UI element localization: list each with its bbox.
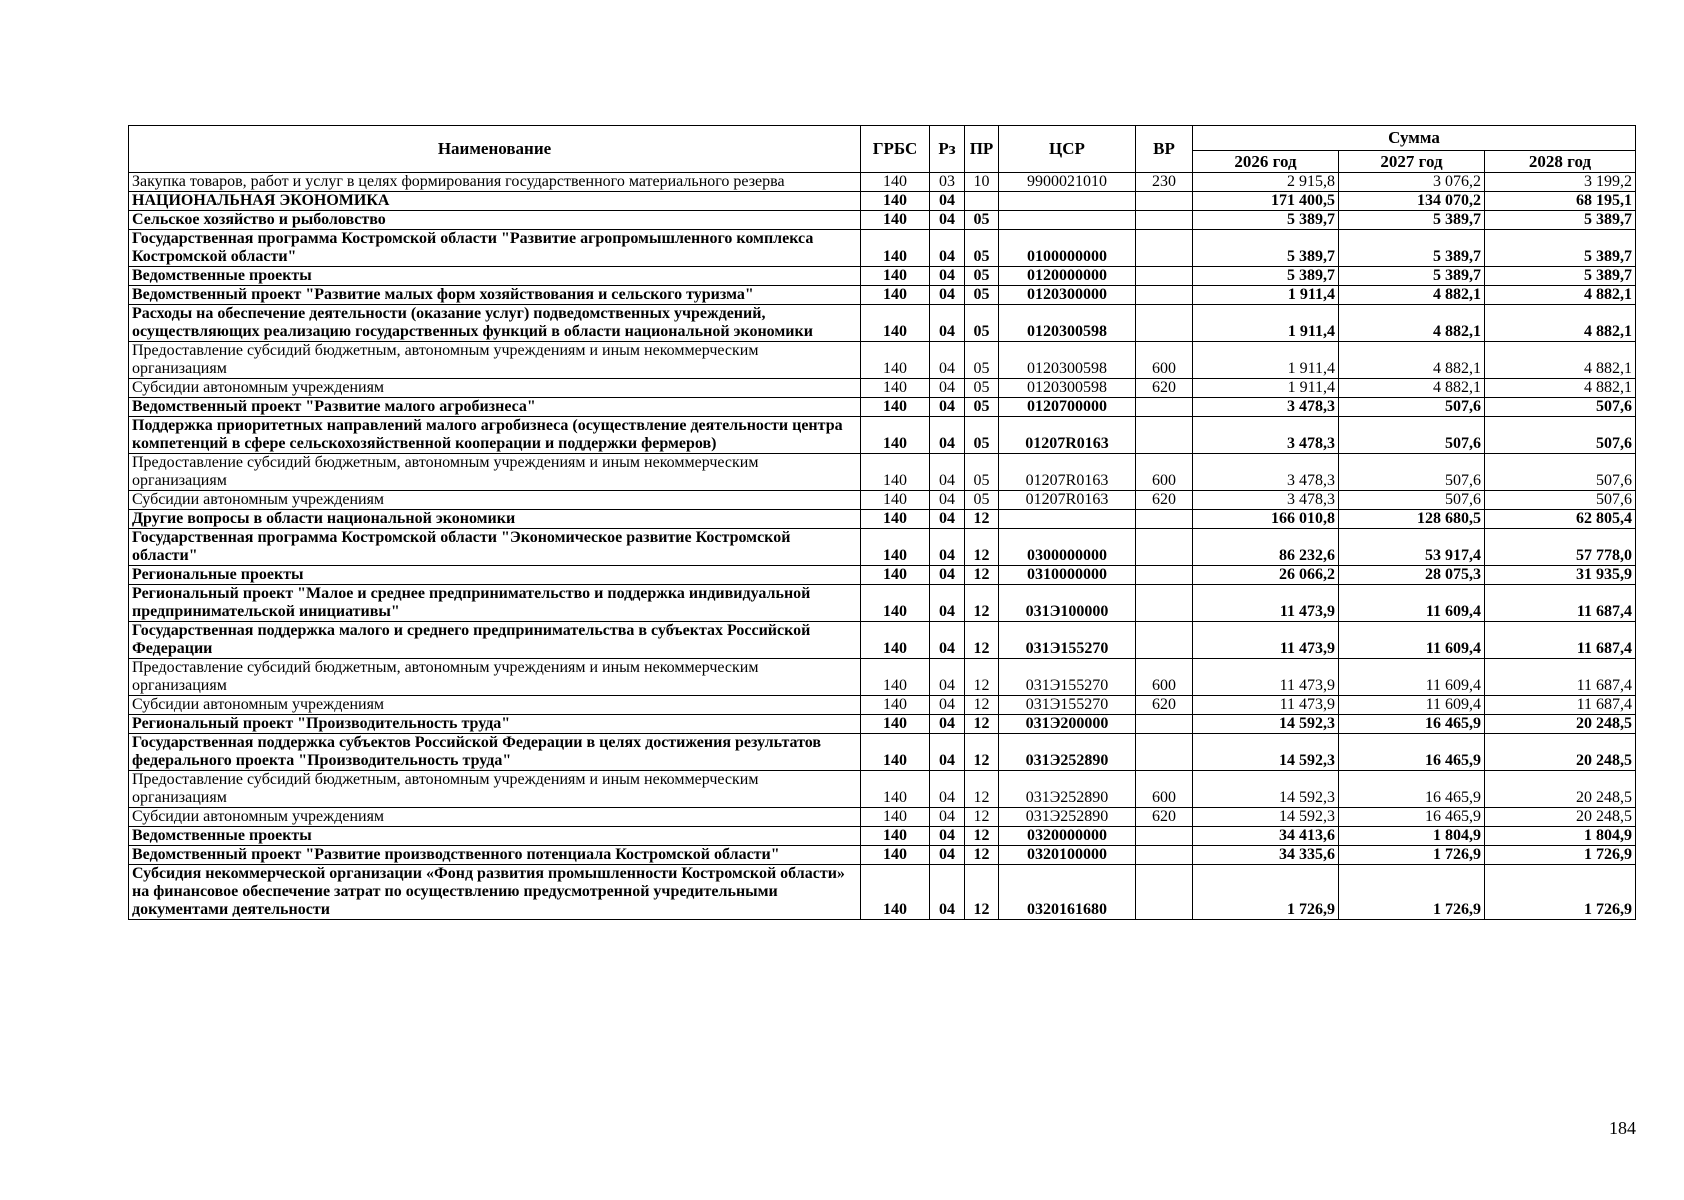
cell-2028: 507,6 <box>1485 398 1636 417</box>
table-row <box>129 305 1636 342</box>
cell-name: Государственная поддержка малого и среднего предпринимательства в субъектах Российской Федерации <box>129 622 861 659</box>
header-pr: ПР <box>965 126 999 173</box>
cell-grbs: 140 <box>861 715 930 734</box>
cell-pr: 05 <box>965 417 999 454</box>
cell-pr: 05 <box>965 211 999 230</box>
cell-rz: 04 <box>930 342 965 379</box>
table-row <box>129 398 1636 417</box>
cell-grbs: 140 <box>861 230 930 267</box>
cell-name: Другие вопросы в области национальной экономики <box>129 510 861 529</box>
header-vr: ВР <box>1136 126 1193 173</box>
budget-table <box>128 125 1636 920</box>
cell-vr <box>1136 211 1193 230</box>
cell-name: Субсидии автономным учреждениям <box>129 379 861 398</box>
cell-rz: 04 <box>930 846 965 865</box>
cell-vr: 600 <box>1136 454 1193 491</box>
cell-csr: 031Э200000 <box>999 715 1136 734</box>
cell-2027: 11 609,4 <box>1339 622 1485 659</box>
cell-2028: 3 199,2 <box>1485 173 1636 192</box>
cell-rz: 04 <box>930 808 965 827</box>
cell-2027: 5 389,7 <box>1339 211 1485 230</box>
table-row <box>129 379 1636 398</box>
cell-grbs: 140 <box>861 846 930 865</box>
cell-grbs: 140 <box>861 566 930 585</box>
cell-rz: 04 <box>930 715 965 734</box>
table-row <box>129 491 1636 510</box>
cell-2028: 4 882,1 <box>1485 305 1636 342</box>
cell-2026: 14 592,3 <box>1193 734 1339 771</box>
cell-csr: 0320000000 <box>999 827 1136 846</box>
cell-pr: 10 <box>965 173 999 192</box>
cell-csr: 031Э155270 <box>999 622 1136 659</box>
cell-csr: 031Э252890 <box>999 734 1136 771</box>
cell-2028: 1 726,9 <box>1485 865 1636 920</box>
cell-rz: 04 <box>930 771 965 808</box>
table-row <box>129 715 1636 734</box>
cell-2027: 507,6 <box>1339 491 1485 510</box>
cell-2028: 31 935,9 <box>1485 566 1636 585</box>
table-row <box>129 566 1636 585</box>
cell-rz: 04 <box>930 267 965 286</box>
cell-pr: 05 <box>965 342 999 379</box>
cell-2026: 5 389,7 <box>1193 211 1339 230</box>
cell-name: Региональный проект "Малое и среднее предпринимательство и поддержка индивидуальной предпринимательской инициативы" <box>129 585 861 622</box>
cell-2026: 3 478,3 <box>1193 491 1339 510</box>
cell-2027: 3 076,2 <box>1339 173 1485 192</box>
cell-vr: 600 <box>1136 771 1193 808</box>
cell-csr: 0100000000 <box>999 230 1136 267</box>
cell-vr <box>1136 305 1193 342</box>
cell-name: Региональные проекты <box>129 566 861 585</box>
cell-2026: 3 478,3 <box>1193 454 1339 491</box>
cell-grbs: 140 <box>861 585 930 622</box>
table-row <box>129 417 1636 454</box>
cell-name: НАЦИОНАЛЬНАЯ ЭКОНОМИКА <box>129 192 861 211</box>
cell-rz: 04 <box>930 865 965 920</box>
cell-name: Ведомственный проект "Развитие малого агробизнеса" <box>129 398 861 417</box>
cell-2028: 68 195,1 <box>1485 192 1636 211</box>
cell-name: Государственная программа Костромской области "Экономическое развитие Костромской области" <box>129 529 861 566</box>
cell-csr: 9900021010 <box>999 173 1136 192</box>
cell-2027: 5 389,7 <box>1339 267 1485 286</box>
budget-sheet <box>128 125 1635 920</box>
cell-2026: 3 478,3 <box>1193 417 1339 454</box>
cell-2026: 171 400,5 <box>1193 192 1339 211</box>
cell-2026: 11 473,9 <box>1193 585 1339 622</box>
cell-grbs: 140 <box>861 173 930 192</box>
cell-2028: 4 882,1 <box>1485 342 1636 379</box>
cell-name: Расходы на обеспечение деятельности (оказание услуг) подведомственных учреждений, осуществляющих реализацию государственных функций в области национальной экономики <box>129 305 861 342</box>
cell-name: Поддержка приоритетных направлений малого агробизнеса (осуществление деятельности центра компетенций в сфере сельскохозяйственной кооперации и поддержки фермеров) <box>129 417 861 454</box>
cell-csr: 01207R0163 <box>999 417 1136 454</box>
cell-2027: 4 882,1 <box>1339 379 1485 398</box>
cell-2026: 11 473,9 <box>1193 622 1339 659</box>
cell-rz: 04 <box>930 454 965 491</box>
header-2028: 2028 год <box>1485 151 1636 173</box>
cell-csr: 0120000000 <box>999 267 1136 286</box>
cell-csr: 031Э252890 <box>999 771 1136 808</box>
cell-csr <box>999 510 1136 529</box>
cell-pr: 05 <box>965 305 999 342</box>
cell-csr: 0300000000 <box>999 529 1136 566</box>
cell-pr <box>965 192 999 211</box>
cell-pr: 05 <box>965 267 999 286</box>
cell-rz: 04 <box>930 510 965 529</box>
table-row <box>129 846 1636 865</box>
header-rz: Рз <box>930 126 965 173</box>
cell-grbs: 140 <box>861 771 930 808</box>
cell-2027: 4 882,1 <box>1339 286 1485 305</box>
table-row <box>129 865 1636 920</box>
cell-csr: 0320161680 <box>999 865 1136 920</box>
cell-rz: 04 <box>930 585 965 622</box>
cell-2027: 128 680,5 <box>1339 510 1485 529</box>
table-row <box>129 585 1636 622</box>
cell-rz: 04 <box>930 305 965 342</box>
cell-2027: 507,6 <box>1339 417 1485 454</box>
cell-2027: 11 609,4 <box>1339 659 1485 696</box>
cell-rz: 04 <box>930 566 965 585</box>
cell-2027: 1 726,9 <box>1339 846 1485 865</box>
header-2027: 2027 год <box>1339 151 1485 173</box>
cell-rz: 04 <box>930 211 965 230</box>
cell-2027: 16 465,9 <box>1339 771 1485 808</box>
cell-grbs: 140 <box>861 529 930 566</box>
cell-csr: 0310000000 <box>999 566 1136 585</box>
cell-2028: 4 882,1 <box>1485 286 1636 305</box>
cell-2027: 4 882,1 <box>1339 342 1485 379</box>
cell-rz: 04 <box>930 192 965 211</box>
cell-name: Закупка товаров, работ и услуг в целях формирования государственного материального резерва <box>129 173 861 192</box>
cell-rz: 04 <box>930 286 965 305</box>
cell-2026: 166 010,8 <box>1193 510 1339 529</box>
cell-name: Предоставление субсидий бюджетным, автономным учреждениям и иным некоммерческим организациям <box>129 342 861 379</box>
cell-vr: 620 <box>1136 696 1193 715</box>
cell-2026: 5 389,7 <box>1193 230 1339 267</box>
cell-2026: 1 911,4 <box>1193 286 1339 305</box>
cell-rz: 04 <box>930 379 965 398</box>
cell-pr: 12 <box>965 846 999 865</box>
cell-name: Предоставление субсидий бюджетным, автономным учреждениям и иным некоммерческим организациям <box>129 454 861 491</box>
cell-2026: 11 473,9 <box>1193 696 1339 715</box>
table-row <box>129 454 1636 491</box>
header-sum: Сумма <box>1193 126 1636 151</box>
cell-2026: 34 413,6 <box>1193 827 1339 846</box>
cell-grbs: 140 <box>861 491 930 510</box>
table-row <box>129 734 1636 771</box>
cell-name: Региональный проект "Производительность труда" <box>129 715 861 734</box>
cell-grbs: 140 <box>861 379 930 398</box>
cell-vr <box>1136 192 1193 211</box>
cell-2026: 14 592,3 <box>1193 771 1339 808</box>
cell-csr: 01207R0163 <box>999 454 1136 491</box>
cell-pr: 05 <box>965 454 999 491</box>
cell-grbs: 140 <box>861 267 930 286</box>
cell-2028: 11 687,4 <box>1485 696 1636 715</box>
table-row <box>129 622 1636 659</box>
cell-csr: 031Э100000 <box>999 585 1136 622</box>
table-row <box>129 267 1636 286</box>
cell-2028: 20 248,5 <box>1485 771 1636 808</box>
cell-2028: 4 882,1 <box>1485 379 1636 398</box>
cell-name: Субсидии автономным учреждениям <box>129 491 861 510</box>
cell-csr: 0320100000 <box>999 846 1136 865</box>
cell-grbs: 140 <box>861 696 930 715</box>
cell-pr: 12 <box>965 865 999 920</box>
cell-2026: 1 726,9 <box>1193 865 1339 920</box>
header-2026: 2026 год <box>1193 151 1339 173</box>
cell-pr: 12 <box>965 659 999 696</box>
cell-pr: 12 <box>965 696 999 715</box>
cell-rz: 04 <box>930 529 965 566</box>
table-row <box>129 510 1636 529</box>
cell-pr: 12 <box>965 529 999 566</box>
page-number: 184 <box>1609 1118 1636 1138</box>
cell-name: Ведомственный проект "Развитие малых форм хозяйствования и сельского туризма" <box>129 286 861 305</box>
cell-csr <box>999 211 1136 230</box>
cell-2027: 1 726,9 <box>1339 865 1485 920</box>
cell-2026: 86 232,6 <box>1193 529 1339 566</box>
table-row <box>129 659 1636 696</box>
cell-pr: 05 <box>965 286 999 305</box>
cell-pr: 12 <box>965 827 999 846</box>
cell-vr <box>1136 715 1193 734</box>
cell-rz: 04 <box>930 734 965 771</box>
cell-2026: 2 915,8 <box>1193 173 1339 192</box>
cell-name: Ведомственные проекты <box>129 827 861 846</box>
cell-vr: 620 <box>1136 491 1193 510</box>
table-row <box>129 230 1636 267</box>
cell-vr <box>1136 417 1193 454</box>
cell-2027: 507,6 <box>1339 398 1485 417</box>
cell-vr: 600 <box>1136 659 1193 696</box>
cell-grbs: 140 <box>861 305 930 342</box>
table-row <box>129 173 1636 192</box>
cell-vr <box>1136 827 1193 846</box>
cell-vr <box>1136 529 1193 566</box>
cell-csr: 031Э155270 <box>999 659 1136 696</box>
cell-grbs: 140 <box>861 286 930 305</box>
cell-2027: 28 075,3 <box>1339 566 1485 585</box>
cell-pr: 12 <box>965 510 999 529</box>
cell-2027: 16 465,9 <box>1339 734 1485 771</box>
cell-pr: 12 <box>965 734 999 771</box>
cell-2027: 507,6 <box>1339 454 1485 491</box>
cell-rz: 04 <box>930 659 965 696</box>
cell-rz: 04 <box>930 696 965 715</box>
cell-name: Государственная программа Костромской области "Развитие агропромышленного комплекса Костромской области" <box>129 230 861 267</box>
cell-2028: 11 687,4 <box>1485 659 1636 696</box>
cell-csr: 0120700000 <box>999 398 1136 417</box>
cell-grbs: 140 <box>861 865 930 920</box>
cell-2028: 507,6 <box>1485 417 1636 454</box>
cell-grbs: 140 <box>861 827 930 846</box>
cell-2027: 16 465,9 <box>1339 808 1485 827</box>
cell-2028: 5 389,7 <box>1485 267 1636 286</box>
cell-2026: 3 478,3 <box>1193 398 1339 417</box>
cell-2027: 11 609,4 <box>1339 585 1485 622</box>
cell-vr <box>1136 622 1193 659</box>
cell-rz: 04 <box>930 230 965 267</box>
cell-vr <box>1136 286 1193 305</box>
table-row <box>129 342 1636 379</box>
cell-vr <box>1136 566 1193 585</box>
cell-vr <box>1136 398 1193 417</box>
cell-vr <box>1136 230 1193 267</box>
cell-2028: 11 687,4 <box>1485 585 1636 622</box>
cell-2027: 4 882,1 <box>1339 305 1485 342</box>
cell-2028: 20 248,5 <box>1485 734 1636 771</box>
cell-grbs: 140 <box>861 659 930 696</box>
cell-pr: 12 <box>965 585 999 622</box>
cell-2028: 1 726,9 <box>1485 846 1636 865</box>
cell-vr <box>1136 734 1193 771</box>
cell-2026: 1 911,4 <box>1193 379 1339 398</box>
cell-2028: 20 248,5 <box>1485 715 1636 734</box>
table-row <box>129 696 1636 715</box>
cell-name: Ведомственные проекты <box>129 267 861 286</box>
header-csr: ЦСР <box>999 126 1136 173</box>
table-row <box>129 286 1636 305</box>
cell-2027: 16 465,9 <box>1339 715 1485 734</box>
table-body <box>129 173 1636 920</box>
cell-grbs: 140 <box>861 808 930 827</box>
cell-name: Сельское хозяйство и рыболовство <box>129 211 861 230</box>
cell-2027: 11 609,4 <box>1339 696 1485 715</box>
table-header <box>129 126 1636 173</box>
cell-grbs: 140 <box>861 510 930 529</box>
cell-pr: 12 <box>965 771 999 808</box>
cell-rz: 04 <box>930 622 965 659</box>
header-name: Наименование <box>129 126 861 173</box>
cell-2027: 1 804,9 <box>1339 827 1485 846</box>
cell-grbs: 140 <box>861 417 930 454</box>
table-row <box>129 211 1636 230</box>
cell-2026: 34 335,6 <box>1193 846 1339 865</box>
cell-grbs: 140 <box>861 622 930 659</box>
cell-2028: 1 804,9 <box>1485 827 1636 846</box>
table-row <box>129 827 1636 846</box>
cell-vr: 230 <box>1136 173 1193 192</box>
cell-pr: 05 <box>965 379 999 398</box>
cell-name: Государственная поддержка субъектов Российской Федерации в целях достижения результатов федерального проекта "Производительность труда" <box>129 734 861 771</box>
cell-pr: 05 <box>965 491 999 510</box>
cell-name: Субсидии автономным учреждениям <box>129 696 861 715</box>
cell-name: Ведомственный проект "Развитие производственного потенциала Костромской области" <box>129 846 861 865</box>
cell-2026: 11 473,9 <box>1193 659 1339 696</box>
cell-2028: 57 778,0 <box>1485 529 1636 566</box>
cell-csr: 0120300598 <box>999 379 1136 398</box>
cell-grbs: 140 <box>861 192 930 211</box>
cell-pr: 12 <box>965 566 999 585</box>
cell-2027: 5 389,7 <box>1339 230 1485 267</box>
cell-2026: 1 911,4 <box>1193 305 1339 342</box>
cell-grbs: 140 <box>861 398 930 417</box>
cell-2028: 20 248,5 <box>1485 808 1636 827</box>
cell-vr: 600 <box>1136 342 1193 379</box>
cell-vr <box>1136 846 1193 865</box>
cell-2026: 14 592,3 <box>1193 808 1339 827</box>
cell-csr: 0120300598 <box>999 305 1136 342</box>
cell-2026: 1 911,4 <box>1193 342 1339 379</box>
cell-2026: 14 592,3 <box>1193 715 1339 734</box>
cell-grbs: 140 <box>861 342 930 379</box>
cell-name: Предоставление субсидий бюджетным, автономным учреждениям и иным некоммерческим организациям <box>129 659 861 696</box>
cell-pr: 12 <box>965 715 999 734</box>
cell-2028: 5 389,7 <box>1485 211 1636 230</box>
cell-vr <box>1136 267 1193 286</box>
cell-vr: 620 <box>1136 379 1193 398</box>
table-row <box>129 529 1636 566</box>
cell-csr: 031Э155270 <box>999 696 1136 715</box>
cell-name: Субсидия некоммерческой организации «Фонд развития промышленности Костромской области» на финансовое обеспечение затрат по осуществлению предусмотренной учредительными документами деятельности <box>129 865 861 920</box>
cell-rz: 04 <box>930 827 965 846</box>
cell-rz: 04 <box>930 398 965 417</box>
header-grbs: ГРБС <box>861 126 930 173</box>
cell-name: Субсидии автономным учреждениям <box>129 808 861 827</box>
cell-vr <box>1136 865 1193 920</box>
cell-2028: 62 805,4 <box>1485 510 1636 529</box>
cell-grbs: 140 <box>861 211 930 230</box>
table-row <box>129 192 1636 211</box>
cell-rz: 04 <box>930 417 965 454</box>
cell-2026: 26 066,2 <box>1193 566 1339 585</box>
cell-pr: 05 <box>965 398 999 417</box>
cell-name: Предоставление субсидий бюджетным, автономным учреждениям и иным некоммерческим организациям <box>129 771 861 808</box>
cell-vr <box>1136 585 1193 622</box>
cell-2026: 5 389,7 <box>1193 267 1339 286</box>
table-row <box>129 771 1636 808</box>
cell-rz: 03 <box>930 173 965 192</box>
cell-csr: 031Э252890 <box>999 808 1136 827</box>
cell-csr: 0120300598 <box>999 342 1136 379</box>
cell-2027: 53 917,4 <box>1339 529 1485 566</box>
cell-rz: 04 <box>930 491 965 510</box>
cell-pr: 12 <box>965 808 999 827</box>
cell-pr: 12 <box>965 622 999 659</box>
cell-2028: 11 687,4 <box>1485 622 1636 659</box>
cell-pr: 05 <box>965 230 999 267</box>
cell-2028: 507,6 <box>1485 454 1636 491</box>
cell-grbs: 140 <box>861 734 930 771</box>
cell-2027: 134 070,2 <box>1339 192 1485 211</box>
cell-2028: 507,6 <box>1485 491 1636 510</box>
cell-csr <box>999 192 1136 211</box>
cell-csr: 01207R0163 <box>999 491 1136 510</box>
table-row <box>129 808 1636 827</box>
cell-vr <box>1136 510 1193 529</box>
cell-vr: 620 <box>1136 808 1193 827</box>
cell-csr: 0120300000 <box>999 286 1136 305</box>
cell-2028: 5 389,7 <box>1485 230 1636 267</box>
cell-grbs: 140 <box>861 454 930 491</box>
